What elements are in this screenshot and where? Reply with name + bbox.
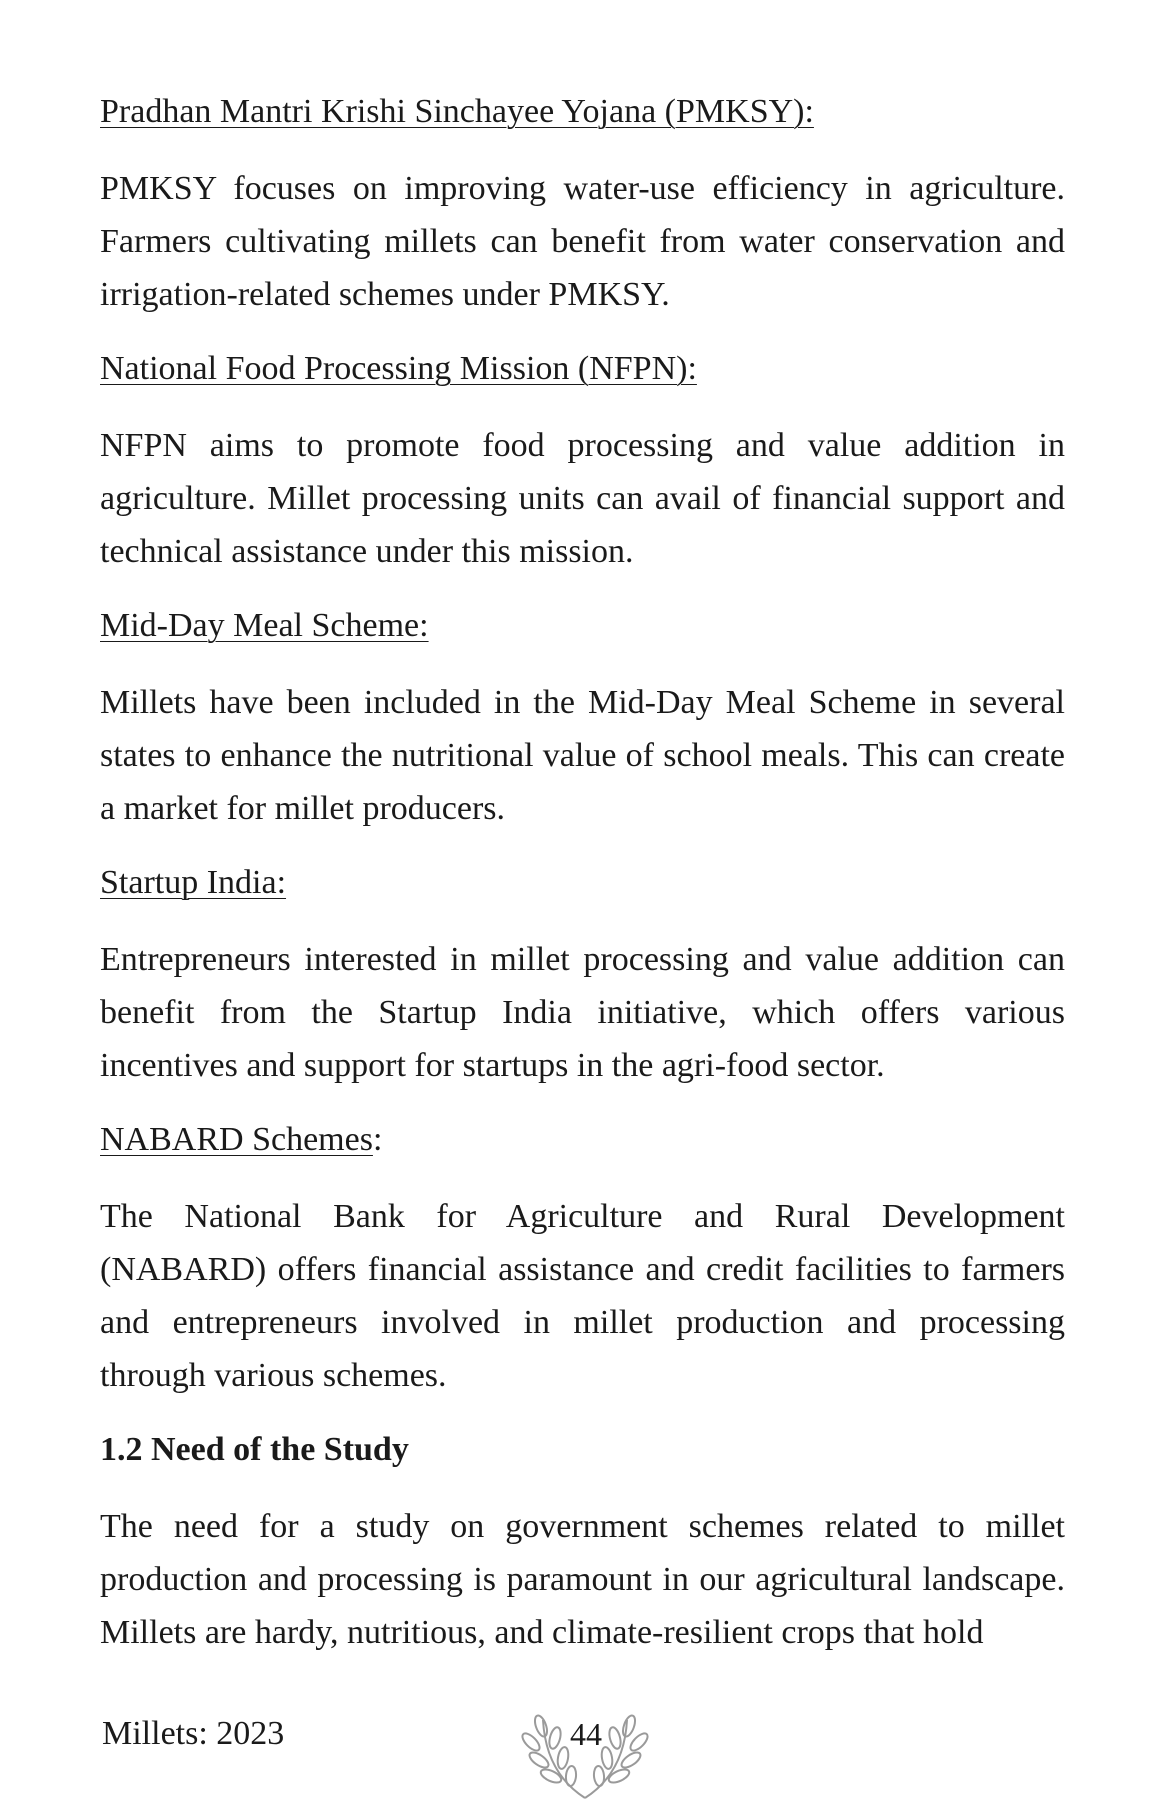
- page-content: [100, 88, 1065, 1683]
- section-heading-need-of-study: 1.2 Need of the Study: [100, 1431, 409, 1468]
- scheme-body-startup-india: Entrepreneurs interested in millet processing and value addition can benefit from the Startup India initiative, which offers various incentives and support for startups in the agri-food sector.: [100, 941, 1065, 1084]
- scheme-heading-pmksy: Pradhan Mantri Krishi Sinchayee Yojana (PMKSY):: [100, 93, 814, 130]
- scheme-heading-midday-meal: Mid-Day Meal Scheme:: [100, 607, 429, 644]
- scheme-heading-nfpn: National Food Processing Mission (NFPN):: [100, 350, 697, 387]
- study-body: The need for a study on government schemes related to millet production and processing is paramount in our agricultural landscape. Millets are hardy, nutritious, and climate-resilient crops that hold: [100, 1508, 1065, 1651]
- page-number: 44: [570, 1716, 602, 1752]
- scheme-heading-nabard: NABARD Schemes:: [100, 1121, 383, 1158]
- footer-book-title: Millets: 2023: [102, 1715, 285, 1752]
- scheme-heading-startup-india: Startup India:: [100, 864, 287, 901]
- scheme-body-pmksy: PMKSY focuses on improving water-use efficiency in agriculture. Farmers cultivating millets can benefit from water conservation and irrigation-related schemes under PMKSY.: [100, 170, 1065, 313]
- scheme-body-nabard: The National Bank for Agriculture and Rural Development (NABARD) offers financial assistance and credit facilities to farmers and entrepreneurs involved in millet production and processing through various schemes.: [100, 1198, 1065, 1394]
- scheme-body-nfpn: NFPN aims to promote food processing and value addition in agriculture. Millet processing units can avail of financial support and technical assistance under this mission.: [100, 427, 1065, 570]
- scheme-body-midday-meal: Millets have been included in the Mid-Day Meal Scheme in several states to enhance the nutritional value of school meals. This can create a market for millet producers.: [100, 684, 1065, 827]
